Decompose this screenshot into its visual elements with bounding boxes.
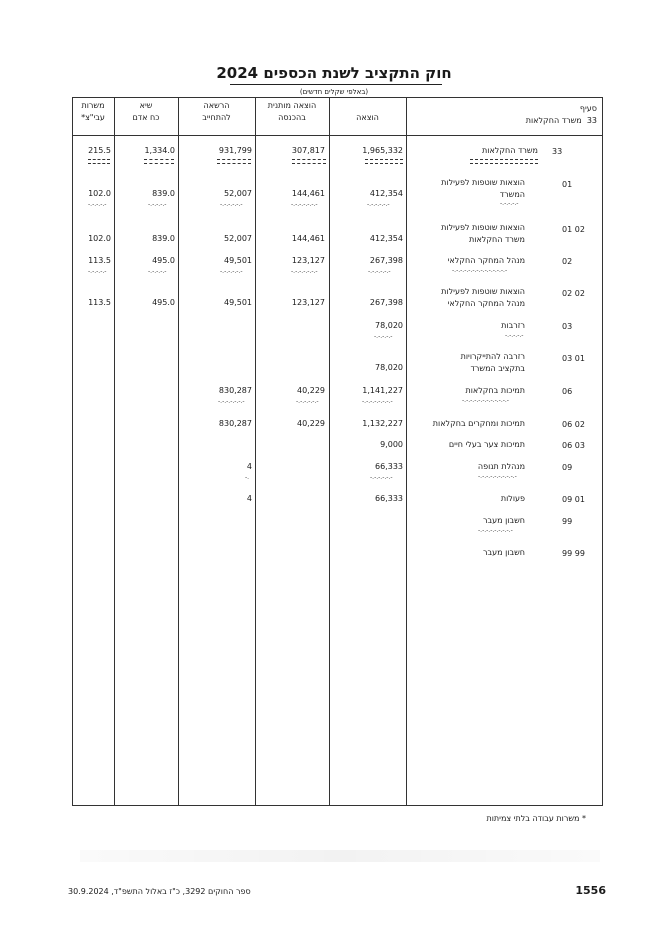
- double-underline: [217, 159, 251, 164]
- gazette-reference: ספר החוקים 3292, כ"ז באלול התשפ"ד, 30.9.2024: [68, 887, 251, 896]
- dotted-underline: -.-.-.-.-: [148, 201, 167, 208]
- row-code: 33: [552, 147, 563, 156]
- cell-staff: 839.0: [152, 234, 175, 243]
- header-commitment-line1: הרשאה: [203, 101, 230, 110]
- row-name: מנהלת תנופה: [477, 462, 525, 471]
- column-divider-3: [255, 97, 256, 806]
- row-name-line1: הוצאות שוטפות לפעילות: [441, 223, 525, 232]
- row-code: 09: [562, 463, 573, 472]
- dotted-underline: -.-.-.-.-.-.-: [291, 268, 318, 275]
- row-code: 06: [562, 387, 573, 396]
- double-underline: [365, 159, 403, 164]
- page-title: חוק התקציב לשנת הכספים 2024: [216, 64, 452, 82]
- header-section-ministry: [526, 115, 597, 127]
- cell-expense: 78,020: [375, 363, 403, 372]
- cell-workers: 113.5: [88, 298, 111, 307]
- header-workers-line2: עבי"צ*: [81, 113, 105, 122]
- footnote: * משרות עבודה בלתי צמיתות: [486, 814, 586, 823]
- row-name-line1: הוצאות שוטפות לפעילות: [441, 178, 525, 187]
- cell-commitment: 830,287: [218, 419, 252, 428]
- dotted-underline: -.: [245, 474, 250, 481]
- header-workers: [72, 100, 114, 124]
- cell-staff: 495.0: [152, 298, 175, 307]
- dotted-underline: -.-.-.-.-.-: [368, 268, 391, 275]
- cell-commitment: 4: [246, 494, 252, 503]
- cell-workers: 102.0: [88, 234, 111, 243]
- row-name-line1: הוצאות שוטפות לפעילות: [441, 287, 525, 296]
- row-name-line2: מנהל המחקר החקלאי: [447, 299, 525, 308]
- cell-expense: 9,000: [380, 440, 403, 449]
- header-section-code: 33: [586, 116, 597, 125]
- row-code: 99: [562, 517, 573, 526]
- header-expense: הוצאה: [356, 113, 379, 122]
- dotted-underline: -.-.-.-.-: [500, 200, 519, 207]
- dotted-underline: -.-.-.-.-: [88, 201, 107, 208]
- row-name: רזרבות: [501, 321, 525, 330]
- dotted-underline: -.-.-.-.-.-: [296, 398, 319, 405]
- dotted-underline: -.-.-.-.-.-.-.-.-.-.-.-: [462, 397, 509, 404]
- header-staff: [114, 100, 178, 124]
- row-code: 02: [562, 257, 573, 266]
- row-name-line2: המשרד: [499, 190, 525, 199]
- row-name: תמיכות ומחקרים בחקלאות: [432, 419, 525, 428]
- dotted-underline: -.-.-.-.-.-: [370, 474, 393, 481]
- header-divider: [72, 135, 603, 136]
- row-code: 01 02: [562, 225, 585, 234]
- cell-conditional: 144,461: [291, 189, 325, 198]
- row-name: מנהל המחקר החקלאי: [447, 256, 525, 265]
- cell-conditional: 307,817: [291, 146, 325, 155]
- row-name-line2: משרד החקלאות: [469, 235, 525, 244]
- dotted-underline: -.-.-.-.-: [505, 332, 524, 339]
- row-code: 09 01: [562, 495, 585, 504]
- cell-expense: 78,020: [375, 321, 403, 330]
- page-subtitle: (באלפי שקלים חדשים): [299, 88, 369, 96]
- cell-expense: 1,132,227: [362, 419, 403, 428]
- row-code: 03 01: [562, 354, 585, 363]
- row-name: משרד החקלאות: [482, 146, 538, 155]
- row-name-line2: בתקציב המשרד: [470, 364, 525, 373]
- cell-expense: 1,141,227: [362, 386, 403, 395]
- cell-conditional: 144,461: [291, 234, 325, 243]
- header-staff-line1: שיא: [139, 101, 153, 110]
- cell-conditional: 40,229: [297, 386, 325, 395]
- cell-conditional: 123,127: [291, 256, 325, 265]
- header-conditional-line1: הוצאה מותנית: [267, 101, 317, 110]
- row-name: חשבון מעבר: [482, 548, 525, 557]
- row-name: תמיכות צער בעלי חיים: [448, 440, 525, 449]
- header-commitment: [178, 100, 255, 124]
- cell-expense: 412,354: [369, 189, 403, 198]
- dotted-underline: -.-.-.-.-: [374, 333, 393, 340]
- header-commitment-line2: להתחייב: [202, 113, 231, 122]
- header-conditional-expense: [255, 100, 329, 124]
- cell-staff: 1,334.0: [144, 146, 175, 155]
- cell-expense: 267,398: [369, 298, 403, 307]
- cell-commitment: 52,007: [224, 189, 252, 198]
- row-code: 02 02: [562, 289, 585, 298]
- cell-staff: 839.0: [152, 189, 175, 198]
- header-workers-line1: משרות: [81, 101, 105, 110]
- header-section-label: סעיף: [579, 104, 597, 113]
- page-number: 1556: [575, 884, 606, 897]
- cell-commitment: 49,501: [224, 256, 252, 265]
- cell-commitment: 4: [246, 462, 252, 471]
- double-underline: [470, 159, 538, 164]
- dotted-underline: -.-.-.-.-.-.-.-.-.-: [478, 473, 517, 480]
- cell-expense: 267,398: [369, 256, 403, 265]
- dotted-underline: -.-.-.-.-.-: [220, 201, 243, 208]
- cell-commitment: 931,799: [218, 146, 252, 155]
- dotted-underline: -.-.-.-.-.-.-: [291, 201, 318, 208]
- row-code: 99 99: [562, 549, 585, 558]
- row-name: [441, 177, 525, 201]
- scan-artifact: [80, 850, 600, 862]
- column-divider-5: [406, 97, 407, 806]
- row-code: 06 03: [562, 441, 585, 450]
- cell-workers: 113.5: [88, 256, 111, 265]
- row-code: 03: [562, 322, 573, 331]
- cell-expense: 1,965,332: [362, 146, 403, 155]
- row-name-line1: רזרבה להתייקרויות: [460, 352, 525, 361]
- cell-workers: 215.5: [88, 146, 111, 155]
- dotted-underline: -.-.-.-.-.-.-.-.-.-.-.-.-.-: [452, 267, 508, 274]
- cell-commitment: 52,007: [224, 234, 252, 243]
- cell-expense: 412,354: [369, 234, 403, 243]
- title-underline: [230, 84, 442, 85]
- double-underline: [292, 159, 326, 164]
- column-divider-4: [329, 97, 330, 806]
- column-divider-1: [114, 97, 115, 806]
- row-code: 06 02: [562, 420, 585, 429]
- row-name: [441, 286, 525, 310]
- row-name: תמיכות בחקלאות: [465, 386, 525, 395]
- cell-commitment: 830,287: [218, 386, 252, 395]
- cell-conditional: 40,229: [297, 419, 325, 428]
- header-conditional-line2: בהכנסה: [278, 113, 306, 122]
- cell-staff: 495.0: [152, 256, 175, 265]
- header-section-name: משרד החקלאות: [525, 116, 582, 125]
- cell-conditional: 123,127: [291, 298, 325, 307]
- row-code: 01: [562, 180, 573, 189]
- row-name: [461, 351, 525, 375]
- dotted-underline: -.-.-.-.-: [148, 268, 167, 275]
- dotted-underline: -.-.-.-.-.-: [367, 201, 390, 208]
- cell-workers: 102.0: [88, 189, 111, 198]
- dotted-underline: -.-.-.-.-.-.-: [218, 398, 245, 405]
- row-name: פעולות: [500, 494, 525, 503]
- header-section: [526, 103, 597, 127]
- dotted-underline: -.-.-.-.-.-: [220, 268, 243, 275]
- row-name: [441, 222, 525, 246]
- dotted-underline: -.-.-.-.-: [88, 268, 107, 275]
- double-underline: [88, 159, 110, 164]
- cell-commitment: 49,501: [224, 298, 252, 307]
- cell-expense: 66,333: [375, 494, 403, 503]
- double-underline: [144, 159, 174, 164]
- row-name: חשבון מעבר: [482, 516, 525, 525]
- header-staff-line2: כח אדם: [132, 113, 160, 122]
- dotted-underline: -.-.-.-.-.-.-.-: [362, 398, 393, 405]
- cell-expense: 66,333: [375, 462, 403, 471]
- column-divider-2: [178, 97, 179, 806]
- dotted-underline: -.-.-.-.-.-.-.-.-: [478, 527, 513, 534]
